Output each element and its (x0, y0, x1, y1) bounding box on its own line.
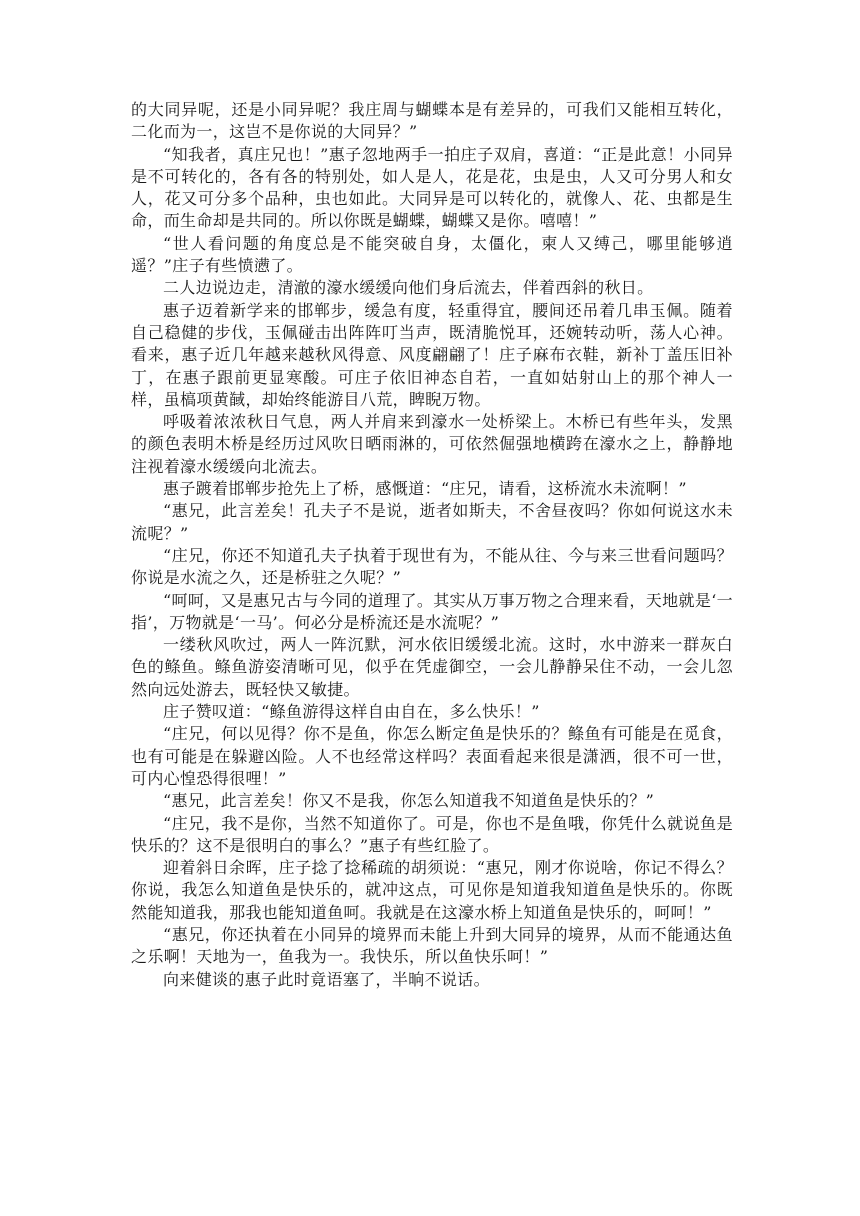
paragraph: “知我者，真庄兄也！”惠子忽地两手一拍庄子双肩，喜道：“正是此意！小同异是不可转化的，各有各的特别处，如人是人，花是花，虫是虫，人又可分男人和女人，花又可分多个品种，虫也如此。大同异是可以转化的，就像人、花、虫都是生命，而生命却是共同的。所以你既是蝴蝶，蝴蝶又是你。嘻嘻！” (131, 144, 733, 231)
paragraph: “呵呵，又是惠兄古与今同的道理了。其实从万事万物之合理来看，天地就是‘一指’，万物就是‘一马’。何必分是桥流还是水流呢？” (131, 590, 733, 632)
paragraph-continued: 的大同异呢，还是小同异呢？我庄周与蝴蝶本是有差异的，可我们又能相互转化，二化而为一，这岂不是你说的大同异？” (131, 100, 733, 142)
paragraph: “惠兄，你还执着在小同异的境界而未能上升到大同异的境界，从而不能通达鱼之乐啊！天地为一，鱼我为一。我快乐，所以鱼快乐呵！” (131, 924, 733, 967)
paragraph: “庄兄，我不是你，当然不知道你了。可是，你也不是鱼哦，你凭什么就说鱼是快乐的？这不是很明白的事么？”惠子有些红脸了。 (131, 813, 733, 855)
paragraph: 二人边说边走，清澈的濠水缓缓向他们身后流去，伴着西斜的秋日。 (163, 278, 654, 298)
paragraph: 一缕秋风吹过，两人一阵沉默，河水依旧缓缓北流。这时，水中游来一群灰白色的鲦鱼。鲦鱼游姿清晰可见，似乎在凭虚御空，一会儿静静呆住不动，一会儿忽然向远处游去，既轻快又敏捷。 (131, 635, 733, 699)
paragraph: “惠兄，此言差矣！你又不是我，你怎么知道我不知道鱼是快乐的？” (163, 791, 655, 811)
paragraph: 向来健谈的惠子此时竟语塞了，半晌不说话。 (163, 969, 491, 989)
paragraph: 呼吸着浓浓秋日气息，两人并肩来到濠水一处桥梁上。木桥已有些年头，发黑的颜色表明木桥是经历过风吹日晒雨淋的，可依然倔强地横跨在濠水之上，静静地注视着濠水缓缓向北流去。 (131, 412, 733, 476)
paragraph: 迎着斜日余晖，庄子捻了捻稀疏的胡须说：“惠兄，刚才你说啥，你记不得么？你说，我怎么知道鱼是快乐的，就冲这点，可见你是知道我知道鱼是快乐的。你既然能知道我，那我也能知道鱼呵。我就是在这濠水桥上知道鱼是快乐的，呵呵！” (131, 858, 733, 922)
paragraph: “庄兄，你还不知道孔夫子执着于现世有为，不能从往、今与来三世看问题吗？你说是水流之久，还是桥驻之久呢？” (131, 545, 733, 588)
paragraph: “惠兄，此言差矣！孔夫子不是说，逝者如斯夫，不舍昼夜吗？你如何说这水未流呢？” (131, 501, 733, 543)
paragraph: “世人看问题的角度总是不能突破自身，太僵化，柬人又缚己，哪里能够逍遥？”庄子有些愤懑了。 (131, 233, 733, 276)
paragraph: 惠子踱着邯郸步抢先上了桥，感慨道：“庄兄，请看，这桥流水未流啊！” (163, 479, 687, 499)
paragraph: 惠子迈着新学来的邯郸步，缓急有度，轻重得宜，腰间还吊着几串玉佩。随着自己稳健的步伐，玉佩碰击出阵阵叮当声，既清脆悦耳，还婉转动听，荡人心神。看来，惠子近几年越来越秋风得意、风度翩翩了！庄子麻布衣鞋，新补丁盖压旧补丁，在惠子跟前更显寒酸。可庄子依旧神态自若，一直如姑射山上的那个神人一样，虽槁项黄馘，却始终能游目八荒，睥睨万物。 (131, 300, 733, 409)
body-text (131, 99, 733, 991)
paragraph: 庄子赞叹道：“鲦鱼游得这样自由自在，多么快乐！” (163, 702, 540, 722)
paragraph: “庄兄，何以见得？你不是鱼，你怎么断定鱼是快乐的？鲦鱼有可能是在觅食，也有可能是在躲避凶险。人不也经常这样吗？表面看起来很是潇洒，很不可一世，可内心惶恐得很哩！” (131, 724, 733, 788)
